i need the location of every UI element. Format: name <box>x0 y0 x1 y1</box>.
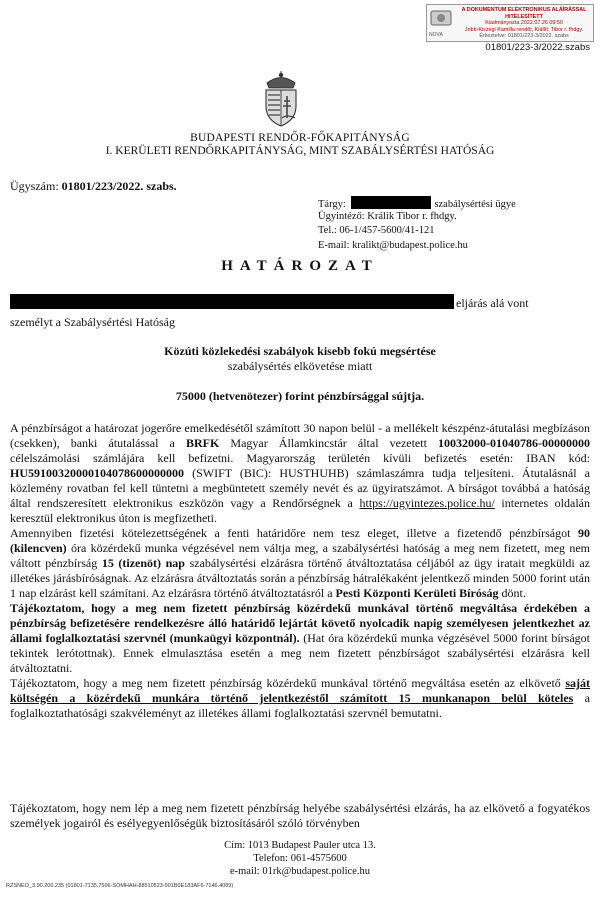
ugyintezes-link[interactable]: https://ugyintezes.police.hu/ <box>359 496 495 510</box>
handler: Ügyintéző: Králik Tibor r. fhdgy. <box>318 211 457 222</box>
expert-opinion-paragraph: Tájékoztatom, hogy a meg nem fizetett pénzbírság közérdekű munkával történő megváltása esetén az elkövető saját költségén a közérdekű munkára történő jelentkezéstől számított 15 munkanapon belül köteles a foglalkoztathatósági szakvéleményt az illetékes állami foglalkoztatási szervnél bemutatni. <box>10 676 590 720</box>
fine-amount: 75000 (hetvenötezer) forint pénzbírsággal sújtja. <box>175 389 425 403</box>
authority-title: BUDAPESTI RENDŐR-FŐKAPITÁNYSÁG <box>190 132 410 144</box>
phone: Tel.: 06-1/457-5600/41-121 <box>318 225 435 236</box>
proceeding-suffix: eljárás alá vont <box>456 296 529 310</box>
email: E-mail: kralikt@budapest.police.hu <box>318 240 468 251</box>
redaction <box>351 196 431 209</box>
case-number <box>10 179 177 194</box>
subject-line <box>318 196 516 210</box>
nova-logo-icon <box>430 8 452 30</box>
footer-address: Cím: 1013 Budapest Pauler utca 13. <box>224 840 376 851</box>
stamp-line: Érkeztetve: 01801/223-3/2022. szabs <box>479 33 569 39</box>
document-id-code: RZSNEO_3.90.200.235 (01801-7135.7506-SOMHAH-88510523-901B0E183AF6-7146.4089) <box>6 883 234 889</box>
signature-stamp <box>426 4 594 42</box>
stamp-line: Jobb-Kiszegi Kamilla rendőr, Kiállít: Tibor r. fhdgy. <box>464 26 584 33</box>
authority-line: személyt a Szabálysértési Hatóság <box>10 315 175 329</box>
body-text <box>10 421 590 721</box>
authority-subtitle: I. KERÜLETI RENDŐRKAPITÁNYSÁG, MINT SZABÁLYSÉRTÉSI HATÓSÁG <box>105 145 495 157</box>
conversion-paragraph: Amennyiben fizetési kötelezettségének a fenti határidőre nem tesz eleget, illetve a fizetendő pénzbírságot 90 (kilencven) óra közérdekű munka végzésével nem váltja meg, a szabálysértési hatóság a meg nem fizetett, meg nem váltott pénzbírság 15 (tizenöt) nap szabálysértési elzárásra történő átváltoztatása céljából az ügy iratait megküldi az illetékes járásbíróságnak. Az elzárásra átváltoztatás során a pénzbírság hátralékaként jelentkező minden 5000 forint után 1 nap elzárást kell számítani. Az elzárásra történő átváltoztatásról a Pesti Központi Kerületi Bíróság dönt. <box>10 526 590 600</box>
stamp-line: A DOKUMENTUM ELEKTRONIKUS ALÁÍRÁSSAL HITELESÍTETT <box>461 7 587 20</box>
name-redaction <box>10 294 454 309</box>
offense: Közúti közlekedési szabályok kisebb fokú megsértése <box>164 344 436 358</box>
footer-email: e-mail: 01rk@budapest.police.hu <box>229 866 370 877</box>
document-title: HATÁROZAT <box>221 258 379 274</box>
reference-code: 01801/223-3/2022.szabs <box>485 42 590 53</box>
disability-paragraph: Tájékoztatom, hogy nem lép a meg nem fizetett pénzbírság helyébe szabálysértési elzárás, ha az elkövető a fogyatékos személyek jogairól és esélyegyenlőségük biztosításáról szóló törvényben <box>10 801 590 830</box>
stamp-line: Kiadmányozta 2022.07.26 09:50 <box>485 20 563 26</box>
footer-phone: Telefon: 061-4575600 <box>253 853 347 864</box>
payment-paragraph: A pénzbírságot a határozat jogerőre emelkedésétől számított 30 napon belül - a mellékelt készpénz-átutalási megbízáson (csekken), banki átutalással a BRFK Magyar Államkincstár által vezetett 10032000-01040786-00000000 célelszámolási számlájára kell befizetni. Magyarország területén kívüli befizetés esetén: IBAN kód: HU59100320000104078600000000 (SWIFT (BIC): HUSTHUHB) számlaszámra tudja teljesíteni. Átutalásnál a közlemény rovatban fel kell tüntetni a megbüntetett személy nevét és az ügyiratszámot. A bírságot továbbá a hatóság által rendszeresített elektronikus eszközön vagy a Rendőrségnek a https://ugyintezes.police.hu/ internetes oldalán keresztül elektronikus úton is megfizetheti. <box>10 421 591 525</box>
subject-suffix: szabálysértési ügye <box>434 199 516 210</box>
community-service-paragraph: Tájékoztatom, hogy a meg nem fizetett pénzbírság közérdekű munkával történő megváltása érdekében a pénzbírság befizetésére rendelkezésre álló határidő lejártát követő nyolcadik napig személyesen jelentkezhet az állami foglalkoztatási szervnél (munkaügyi központnál). (Hat óra közérdekű munka végzésével 5000 forint bírságot tekintek lerótottnak). Ennek elmulasztása esetén a meg nem fizetett pénzbírságot szabálysértési elzárásra kell átváltoztatni. <box>10 601 590 675</box>
case-label: Ügyszám: <box>10 179 59 193</box>
offense-reason: szabálysértés elkövetése miatt <box>227 359 373 373</box>
stamp-lines <box>457 7 591 40</box>
case-value: 01801/223/2022. szabs. <box>61 179 177 193</box>
coat-of-arms-icon <box>258 70 304 128</box>
stamp-logo-text: NOVA <box>429 32 443 38</box>
subject-label: Tárgy: <box>318 199 346 210</box>
